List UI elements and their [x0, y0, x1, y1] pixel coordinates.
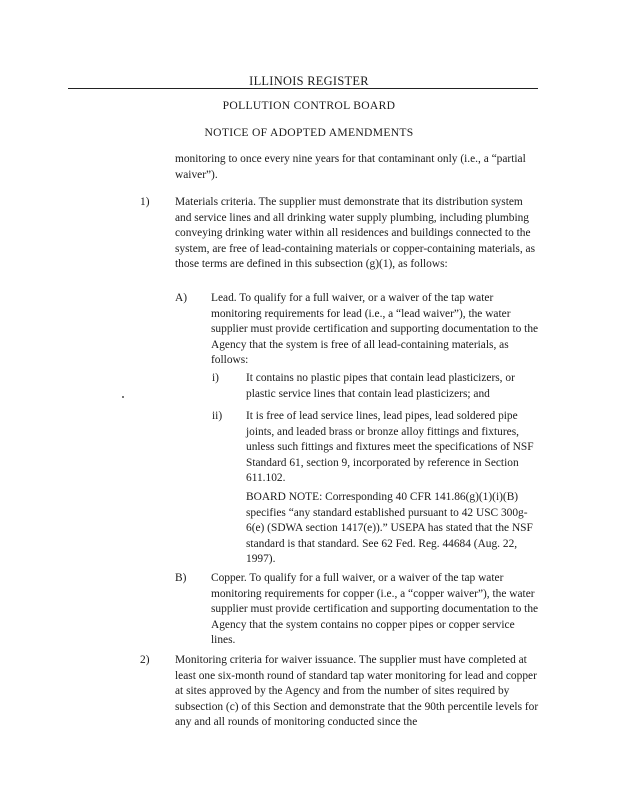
item-2-number: 2): [140, 654, 150, 666]
sub-ii-label: ii): [212, 410, 223, 422]
item-1-text: Materials criteria. The supplier must demonstrate that its distribution system and service lines and all drinking water supply plumbing, including plumbing conveying drinking water within all residences and buildings connected to the system, are free of lead-containing materials or copper-containing materials, as those terms are defined in this subsection (g)(1), as follows:: [175, 196, 536, 271]
notice-title: NOTICE OF ADOPTED AMENDMENTS: [204, 126, 414, 139]
board-note: BOARD NOTE: Corresponding 40 CFR 141.86(g)(1)(i)(B) specifies “any standard established pursuant to 42 USC 300g-6(e) (SDWA section 1417(e)).” USEPA has stated that the NSF standard is that standard. See 62 Fed. Reg. 44684 (Aug. 22, 1997).: [246, 491, 533, 566]
item-b-text: Copper. To qualify for a full waiver, or a waiver of the tap water monitoring requirements for copper (i.e., a “copper waiver”), the water supplier must provide certification and supporting documentation to the Agency that the system contains no copper pipes or copper service lines.: [211, 572, 539, 647]
board-name: POLLUTION CONTROL BOARD: [222, 99, 396, 112]
sub-i-text: It contains no plastic pipes that contain lead plasticizers, or plastic service lines that contain lead plasticizers; and: [246, 372, 515, 400]
item-b-label: B): [175, 572, 187, 584]
intro-paragraph: monitoring to once every nine years for that contaminant only (i.e., a “partial waiver”).: [175, 153, 526, 181]
item-a-text: Lead. To qualify for a full waiver, or a waiver of the tap water monitoring requirements for lead (i.e., a “lead waiver”), the water supplier must provide certification and supporting documentation to the Agency that the system is free of all lead-containing materials, as follows:: [211, 292, 539, 367]
item-2-text: Monitoring criteria for waiver issuance. The supplier must have completed at least one six-month round of standard tap water monitoring for lead and copper at sites approved by the Agency and from the number of sites required by subsection (c) of this Section and demonstrate that the 90th percentile levels for any and all rounds of monitoring conducted since the: [175, 654, 539, 729]
item-1-number: 1): [140, 196, 150, 208]
margin-speck: [122, 396, 124, 398]
item-a-label: A): [175, 292, 188, 304]
sub-i-label: i): [212, 372, 219, 384]
register-title: ILLINOIS REGISTER: [249, 74, 369, 88]
sub-ii-text: It is free of lead service lines, lead pipes, lead soldered pipe joints, and leaded brass or bronze alloy fittings and fixtures, unless such fittings and fixtures meet the specifications of NSF Standard 61, section 9, incorporated by reference in Section 611.102.: [246, 410, 534, 485]
header-rule: [68, 88, 538, 89]
